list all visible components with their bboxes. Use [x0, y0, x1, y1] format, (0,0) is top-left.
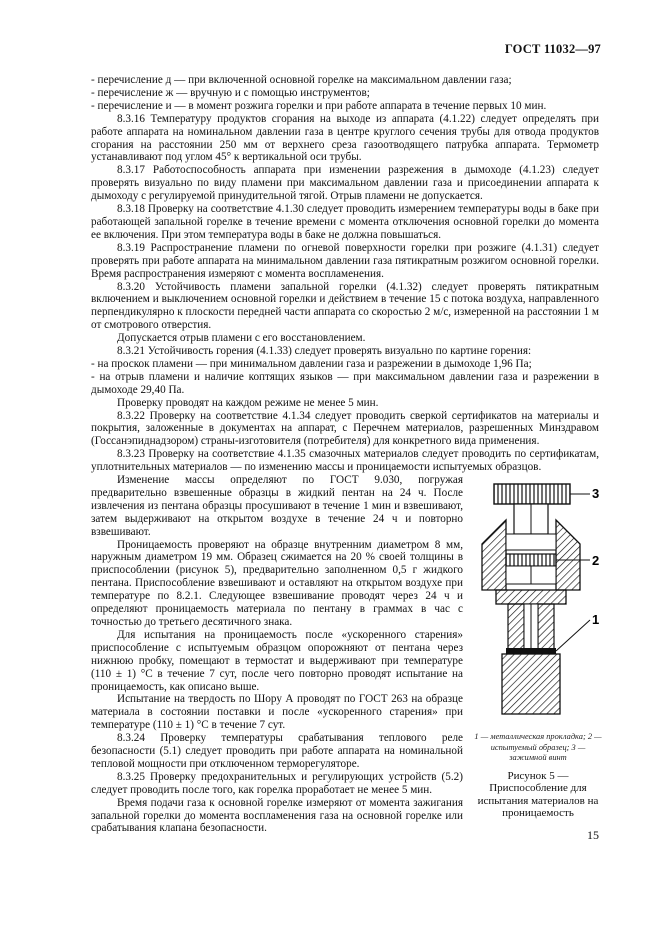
- paragraph: - перечисление д — при включенной основной горелке на максимальном давлении газа;: [91, 74, 512, 86]
- bottom-plug: [502, 654, 560, 714]
- paragraph: - на проскок пламени — при минимальном давлении газа и разрежении в дымоходе 1,96 Па;: [91, 357, 532, 370]
- document-header: ГОСТ 11032—97: [504, 42, 601, 56]
- page-number: 15: [587, 828, 599, 842]
- clamp-screw-head: [494, 484, 570, 504]
- paragraph: 8.3.17 Работоспособность аппарата при изменении разрежения в дымоходе (4.1.23) следует проверять визуально по виду пламени при максимальном давлении газа и присоединении аппарата к дымоходу с регулируемой принудительной тягой. Отрыв пламени не допускается.: [91, 164, 599, 203]
- paragraph: Допускается отрыв пламени с его восстановлением.: [117, 332, 366, 345]
- paragraph: 8.3.19 Распространение пламени по огневой поверхности горелки при розжиге (4.1.31) следует проверять при работе аппарата на минимальном давлении газа пятикратным розжигом основной горелки. Время распространения измеряют с момента воспламенения.: [91, 241, 599, 280]
- figure-label-3: 3: [592, 486, 600, 501]
- test-sample: [506, 554, 556, 566]
- paragraph: Проницаемость проверяют на образце внутренним диаметром 8 мм, наружным диаметром 19 мм. Образец сжимается на 20 % своей толщины в приспособлении (рисунок 5), предварительно заполненном 0,5 г жидкого пентана. Приспособление взвешивают и оставляют на открытом воздухе при температуре по 8.2.1. Следующее взвешивание проводят через 24 ч и определяют проницаемость материала по пентану в граммах в час с точностью до третьего десятичного знака.: [91, 538, 463, 628]
- paragraph: Время подачи газа к основной горелке измеряют от момента зажигания запальной горелки до момента воспламенения газа на основной горелке или срабатывания клапана безопасности.: [91, 796, 463, 835]
- paragraph: - перечисление ж — вручную и с помощью инструментов;: [91, 86, 370, 99]
- figure-5: [476, 480, 606, 725]
- paragraph: Для испытания на проницаемость после «ускоренного старения» приспособление с испытуемым образцом опорожняют от пентана через нижнюю пробку, помещают в термостат и выдерживают при температуре (110 ± 1) °С в течение 7 сут, после чего повторно проводят испытание на проницаемость, как описано выше.: [91, 628, 463, 693]
- figure-label-2: 2: [592, 553, 600, 568]
- paragraph: - перечисление и — в момент розжига горелки и при работе аппарата в течение первых 10 мин.: [91, 99, 547, 112]
- paragraph: 8.3.24 Проверку температуры срабатывания теплового реле безопасности (5.1) следует проводить при работе аппарата на номинальной тепловой мощности при отключенном терморегуляторе.: [91, 732, 463, 770]
- figure-caption: Рисунок 5 — Приспособление для испытания материалов на проницаемость: [477, 770, 599, 820]
- paragraph: 8.3.21 Устойчивость горения (4.1.33) следует проверять визуально по картине горения:: [117, 345, 532, 358]
- paragraph: Проверку проводят на каждом режиме не менее 5 мин.: [117, 396, 379, 409]
- paragraph: 8.3.22 Проверку на соответствие 4.1.34 следует проводить сверкой сертификатов на материалы и покрытия, заложенные в документах на аппарат, с Перечнем материалов, разрешенных Минздравом (Госсанэпиднадзором) страны-изготовителя (потребителя) для конкретного вида применения.: [91, 409, 599, 448]
- paragraph: 8.3.23 Проверку на соответствие 4.1.35 смазочных материалов следует проводить по сертификатам, уплотнительных материалов — по изменению массы и проницаемости испытуемых образцов.: [91, 448, 599, 474]
- metal-gasket: [506, 648, 556, 654]
- paragraph: 8.3.25 Проверку предохранительных и регулирующих устройств (5.2) следует проводить после того, как горелка проработает не менее 5 мин.: [91, 770, 463, 796]
- body-text: [91, 74, 599, 474]
- paragraph: - на отрыв пламени и наличие коптящих языков — при максимальном давлении газа и разрежении в дымоходе 29,40 Па.: [91, 370, 599, 396]
- paragraph: 8.3.18 Проверку на соответствие 4.1.30 следует проводить измерением температуры воды в баке при работающей запальной горелке в течение времени с момента отключения основной горелки до момента ее включения. При этом температура воды в баке не должна повышаться.: [91, 203, 599, 241]
- figure-legend: 1 — металлическая прокладка; 2 — испытуемый образец; 3 — зажимной винт: [474, 732, 602, 763]
- paragraph: Изменение массы определяют по ГОСТ 9.030, погружая предварительно взвешенные образцы в жидкий пентан на 24 ч. После извлечения из пентана образцы просушивают в течение 1 мин и взвешивают, затем выдерживают на открытом воздухе в течение 24 ч и повторно взвешивают.: [91, 474, 463, 538]
- paragraph: Испытание на твердость по Шору А проводят по ГОСТ 263 на образце материала в состоянии поставки и после «ускоренного старения» при температуре (110 ± 1) °С в течение 7 сут.: [91, 693, 463, 732]
- paragraph: 8.3.16 Температуру продуктов сгорания на выходе из аппарата (4.1.22) следует определять при работе аппарата на номинальном давлении газа в центре круглого сечения трубы для отвода продуктов сгорания на расстоянии 250 мм от верхнего среза газоотводящего патрубка аппарата. Термометр устанавливают под углом 45° к вертикальной оси трубы.: [91, 112, 599, 164]
- figure-label-1: 1: [592, 612, 600, 627]
- paragraph: 8.3.20 Устойчивость пламени запальной горелки (4.1.32) следует проверять пятикратным включением и выключением основной горелки и действием в течение 15 с потока воздуха, направленного перпендикулярно к плоскости передней части аппарата со скоростью 2 м/с, измеренной на расстоянии 1 м от смотрового отверстия.: [91, 280, 599, 332]
- narrow-text-column: [91, 474, 463, 835]
- permeability-fixture-drawing: [476, 480, 606, 720]
